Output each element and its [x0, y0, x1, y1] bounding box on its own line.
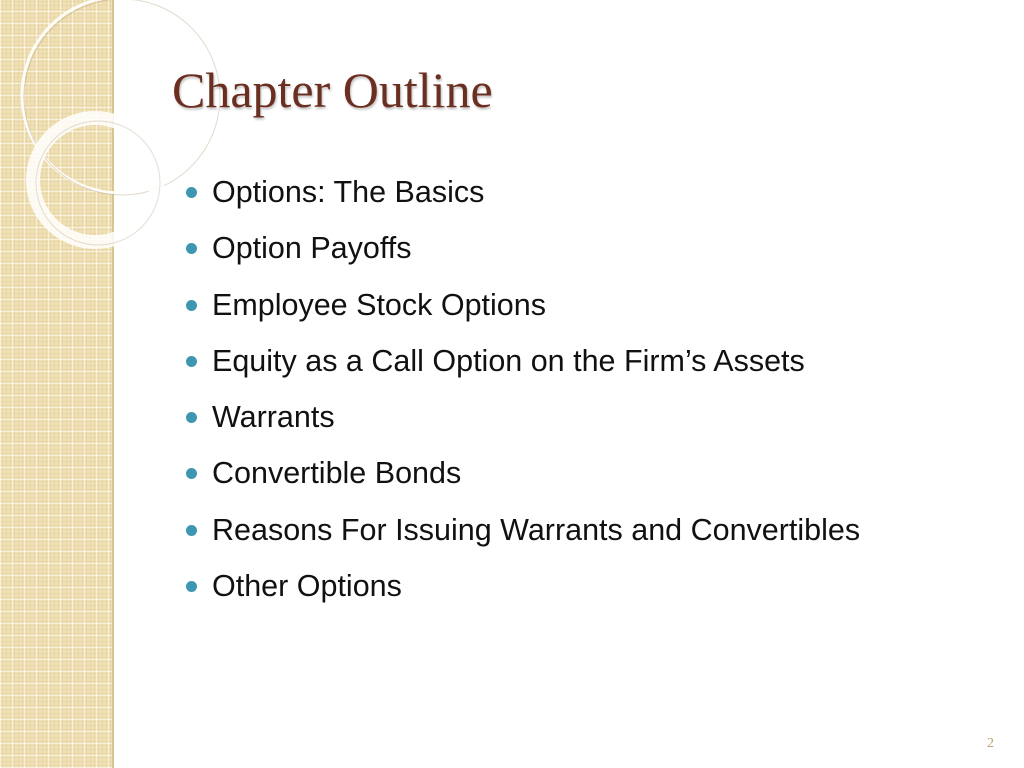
bullet-text: Employee Stock Options [212, 287, 546, 322]
bullet-item [186, 560, 860, 616]
bullet-text: Convertible Bonds [212, 456, 462, 491]
bullet-list [186, 166, 860, 616]
bullet-item [186, 335, 860, 391]
page-number: 2 [987, 736, 994, 751]
bullet-text: Other Options [212, 569, 402, 604]
bullet-item [186, 222, 860, 278]
bullet-dot-icon [186, 356, 197, 367]
bullet-dot-icon [186, 525, 197, 536]
bullet-text: Reasons For Issuing Warrants and Convertibles [212, 512, 861, 547]
bullet-text: Option Payoffs [212, 231, 412, 266]
bullet-item [186, 279, 860, 335]
bullet-dot-icon [186, 300, 197, 311]
bullet-item [186, 447, 860, 503]
bullet-text: Options: The Basics [212, 175, 485, 209]
bullet-item [186, 391, 860, 447]
bullet-text: Warrants [212, 400, 335, 435]
decorative-rings [0, 0, 140, 260]
slide-title: Chapter Outline [172, 62, 493, 118]
bullet-dot-icon [186, 412, 197, 423]
bullet-dot-icon [186, 187, 197, 198]
bullet-dot-icon [186, 581, 197, 592]
bullet-item [186, 166, 860, 222]
bullet-item [186, 504, 860, 560]
bullet-dot-icon [186, 468, 197, 479]
bullet-text: Equity as a Call Option on the Firm’s Assets [212, 343, 805, 378]
bullet-dot-icon [186, 243, 197, 254]
